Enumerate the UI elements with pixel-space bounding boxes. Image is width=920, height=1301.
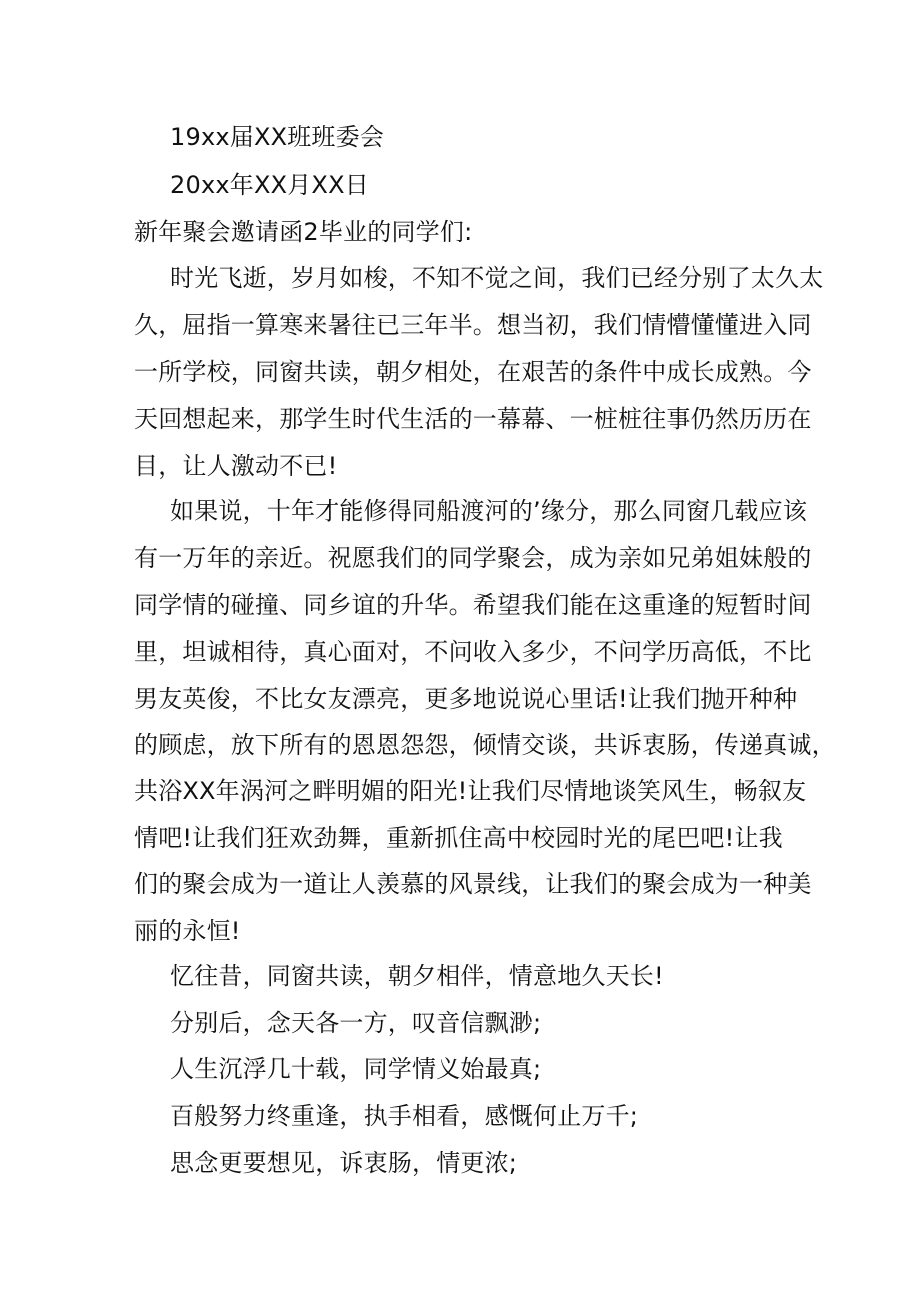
paragraph-1-line: 时光飞逝，岁月如梭，不知不觉之间，我们已经分别了太久太 (170, 264, 824, 292)
letter-heading: 新年聚会邀请函2毕业的同学们: (134, 218, 473, 246)
paragraph-1-line: 久，屈指一算寒来暑往已三年半。想当初，我们情懵懂懂进入同 (134, 311, 812, 339)
poem-line: 人生沉浮几十载，同学情义始最真; (170, 1055, 542, 1083)
paragraph-2-line: 同学情的碰撞、同乡谊的升华。希望我们能在这重逢的短暂时间 (134, 591, 812, 619)
signature-org: 19xx届XX班班委会 (170, 123, 385, 151)
poem-line: 思念更要想见，诉衷肠，情更浓; (170, 1149, 518, 1177)
paragraph-2-line: 有一万年的亲近。祝愿我们的同学聚会，成为亲如兄弟姐妹般的 (134, 544, 812, 572)
poem-line: 百般努力终重逢，执手相看，感慨何止万千; (170, 1102, 639, 1130)
paragraph-2-line: 如果说，十年才能修得同船渡河的’缘分，那么同窗几载应该 (170, 497, 808, 525)
paragraph-1-line: 目，让人激动不已! (134, 452, 338, 480)
paragraph-2-line: 男友英俊，不比女友漂亮，更多地说说心里话!让我们抛开种种 (134, 685, 798, 713)
paragraph-2-line: 共浴XX年涡河之畔明媚的阳光!让我们尽情地谈笑风生，畅叙友 (134, 777, 807, 805)
poem-line: 分别后，念天各一方，叹音信飘渺; (170, 1009, 542, 1037)
signature-date: 20xx年XX月XX日 (170, 171, 369, 199)
paragraph-2-line: 们的聚会成为一道让人羡慕的风景线，让我们的聚会成为一种美 (134, 870, 812, 898)
paragraph-2-line: 情吧!让我们狂欢劲舞，重新抓住高中校园时光的尾巴吧!让我 (134, 824, 783, 852)
paragraph-2-line: 丽的永恒! (134, 917, 241, 945)
paragraph-2-line: 的顾虑，放下所有的恩恩怨怨，倾情交谈，共诉衷肠，传递真诚， (134, 731, 836, 759)
poem-line: 忆往昔，同窗共读，朝夕相伴，情意地久天长! (170, 962, 664, 990)
paragraph-2-line: 里，坦诚相待，真心面对，不问收入多少，不问学历高低，不比 (134, 638, 812, 666)
paragraph-1-line: 一所学校，同窗共读，朝夕相处，在艰苦的条件中成长成熟。今 (134, 358, 812, 386)
paragraph-1-line: 天回想起来，那学生时代生活的一幕幕、一桩桩往事仍然历历在 (134, 405, 812, 433)
